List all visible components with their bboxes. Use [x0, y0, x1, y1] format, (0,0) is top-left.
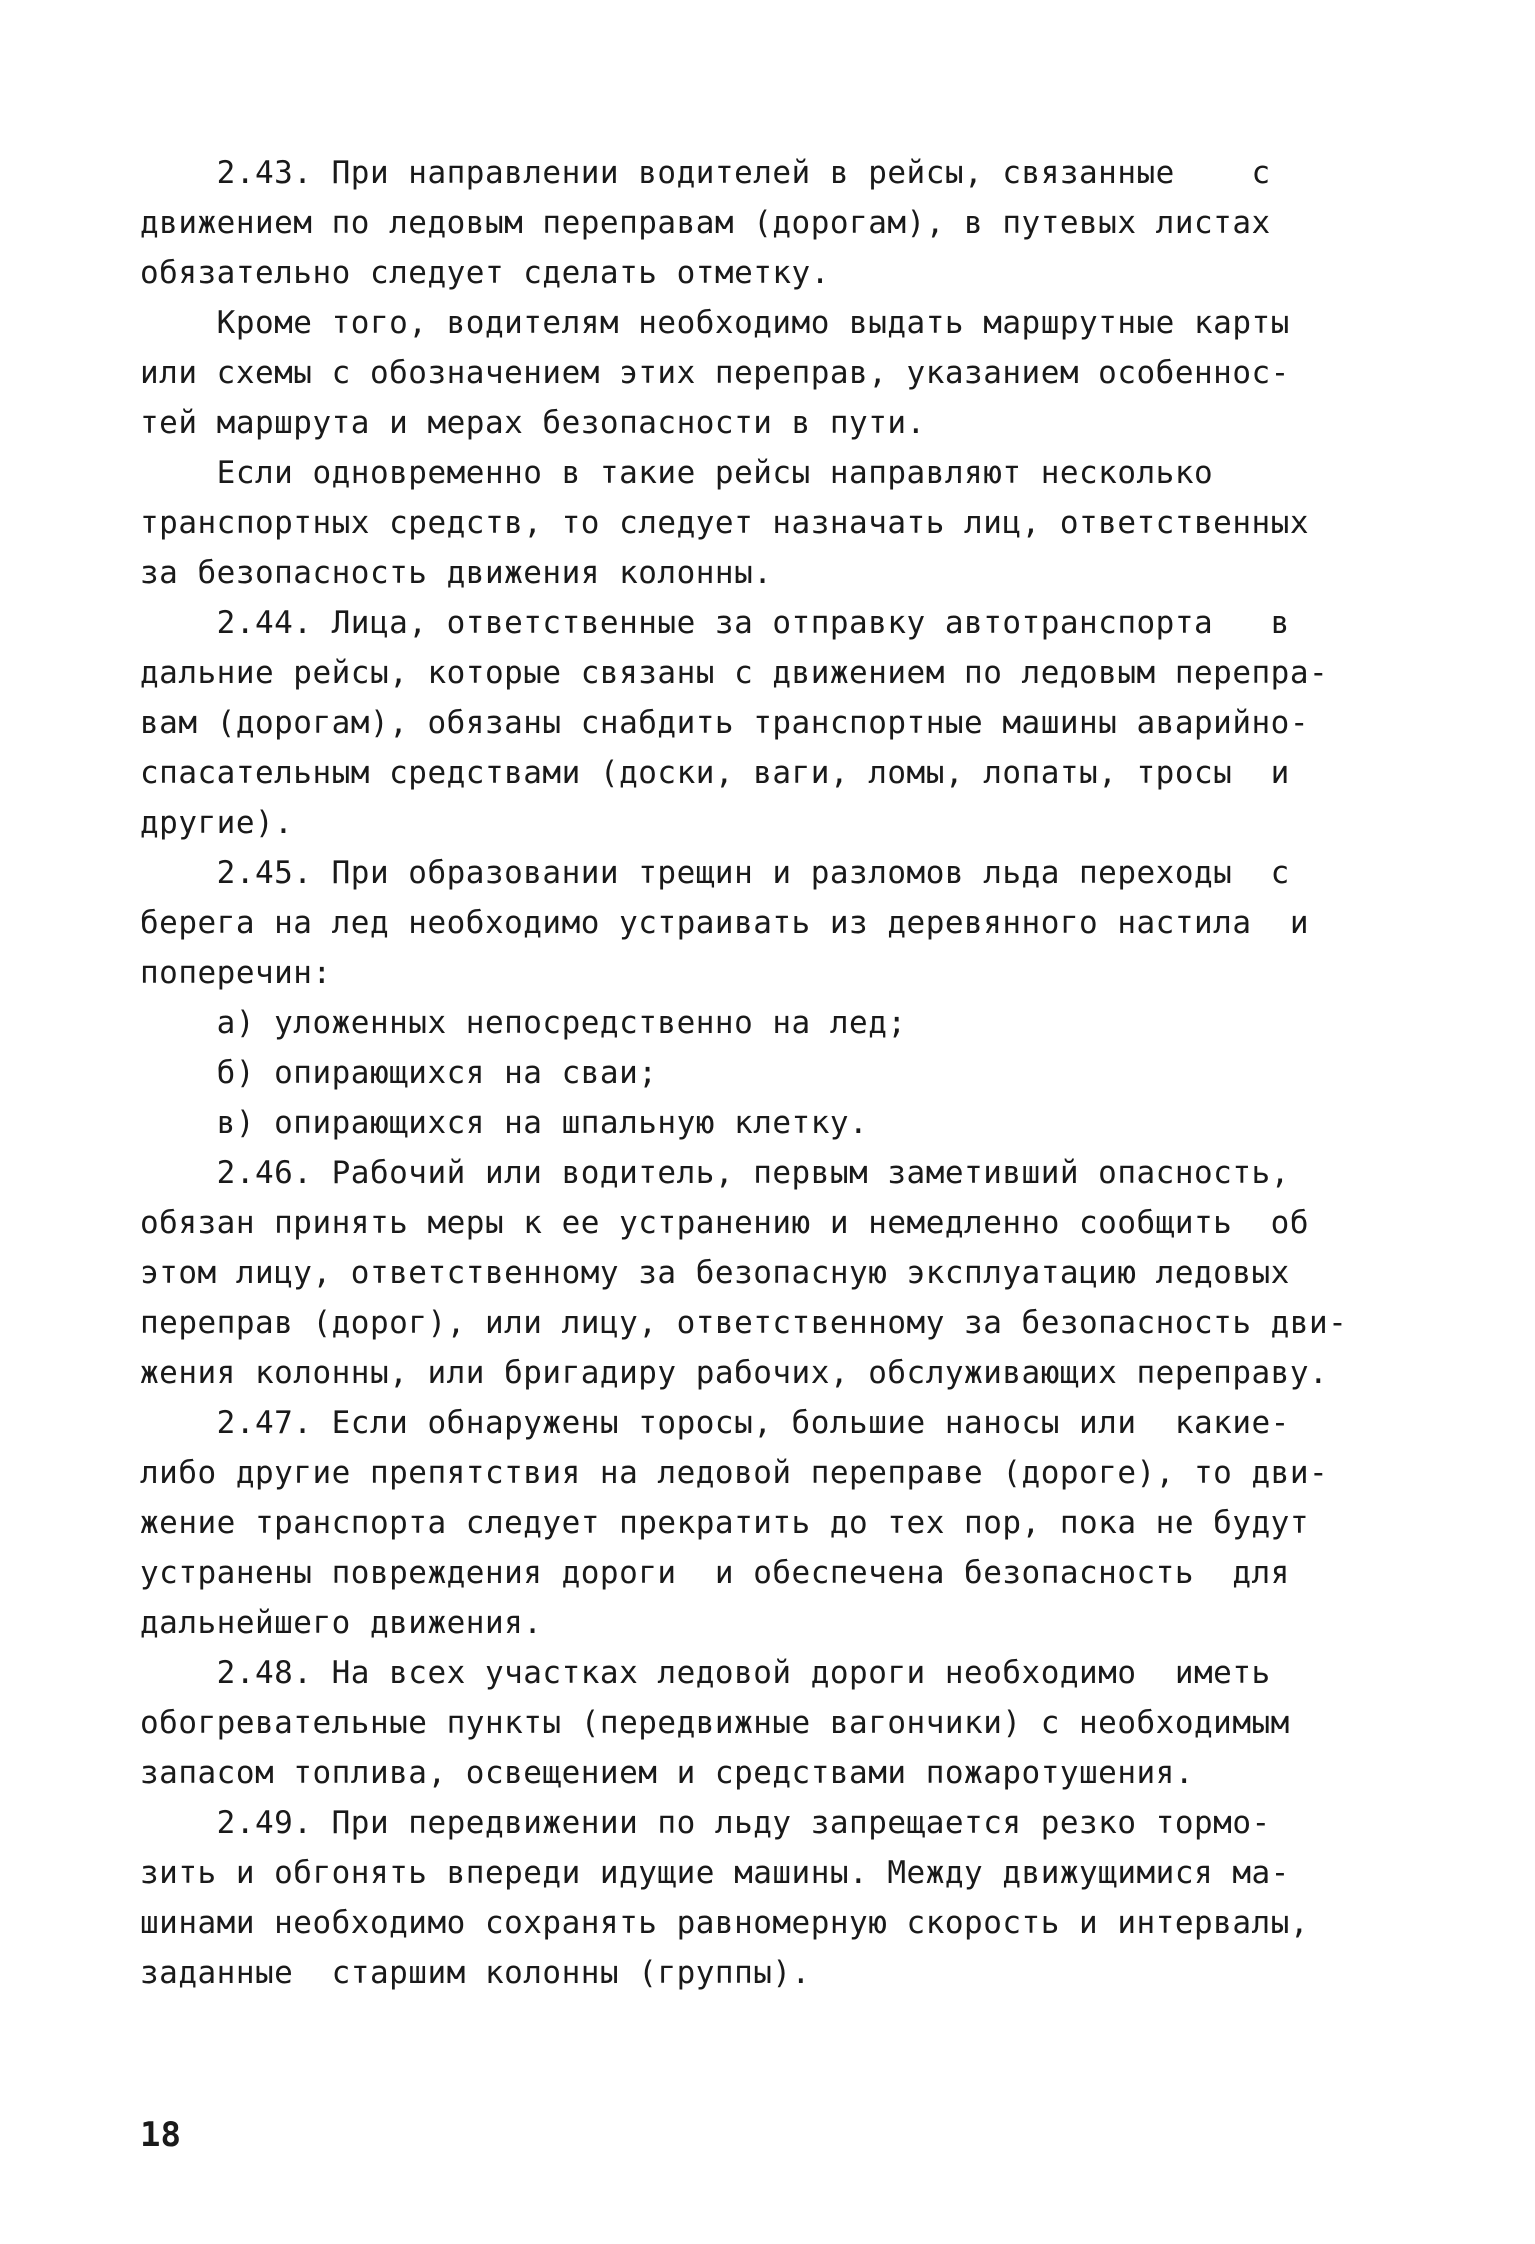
list-item-a: а) уложенных непосредственно на лед;	[140, 1005, 907, 1041]
paragraph-column-responsible: Если одновременно в такие рейсы направляют несколько транспортных средств, то следует назначать лиц, ответственных за безопасность движения колонны.	[140, 455, 1309, 591]
list-item-v: в) опирающихся на шпальную клетку.	[140, 1105, 869, 1141]
paragraph-2-49: 2.49. При передвижении по льду запрещается резко тормо- зить и обгонять впереди идущие машины. Между движущимися ма- шинами необходимо сохранять равномерную скорость и интервалы, заданные старшим колонны (группы).	[140, 1805, 1309, 1991]
paragraph-2-44: 2.44. Лица, ответственные за отправку автотранспорта в дальние рейсы, которые связаны с движением по ледовым перепра- вам (дорогам), обязаны снабдить транспортные машины аварийно- спасательным средствами (доски, ваги, ломы, лопаты, тросы и другие).	[140, 605, 1329, 841]
body-text	[140, 148, 1400, 1998]
paragraph-2-48: 2.48. На всех участках ледовой дороги необходимо иметь обогревательные пункты (передвижные вагончики) с необходимым запасом топлива, освещением и средствами пожаротушения.	[140, 1655, 1290, 1791]
paragraph-2-47: 2.47. Если обнаружены торосы, большие наносы или какие- либо другие препятствия на ледовой переправе (дороге), то дви- жение транспорта следует прекратить до тех пор, пока не будут устранены повреждения дороги и обеспечена безопасность для дальнейшего движения.	[140, 1405, 1329, 1641]
list-item-b: б) опирающихся на сваи;	[140, 1055, 658, 1091]
page-number: 18	[140, 2115, 181, 2155]
paragraph-2-46: 2.46. Рабочий или водитель, первым заметивший опасность, обязан принять меры к ее устранению и немедленно сообщить об этом лицу, ответственному за безопасную эксплуатацию ледовых переправ (дорог), или лицу, ответственному за безопасность дви- жения колонны, или бригадиру рабочих, обслуживающих переправу.	[140, 1155, 1348, 1391]
paragraph-2-43: 2.43. При направлении водителей в рейсы, связанные с движением по ледовым переправам (дорогам), в путевых листах обязательно следует сделать отметку.	[140, 155, 1271, 291]
paragraph-2-45: 2.45. При образовании трещин и разломов льда переходы с берега на лед необходимо устраивать из деревянного настила и поперечин:	[140, 855, 1309, 991]
paragraph-route-maps: Кроме того, водителям необходимо выдать маршрутные карты или схемы с обозначением этих переправ, указанием особеннос- тей маршрута и мерах безопасности в пути.	[140, 305, 1290, 441]
